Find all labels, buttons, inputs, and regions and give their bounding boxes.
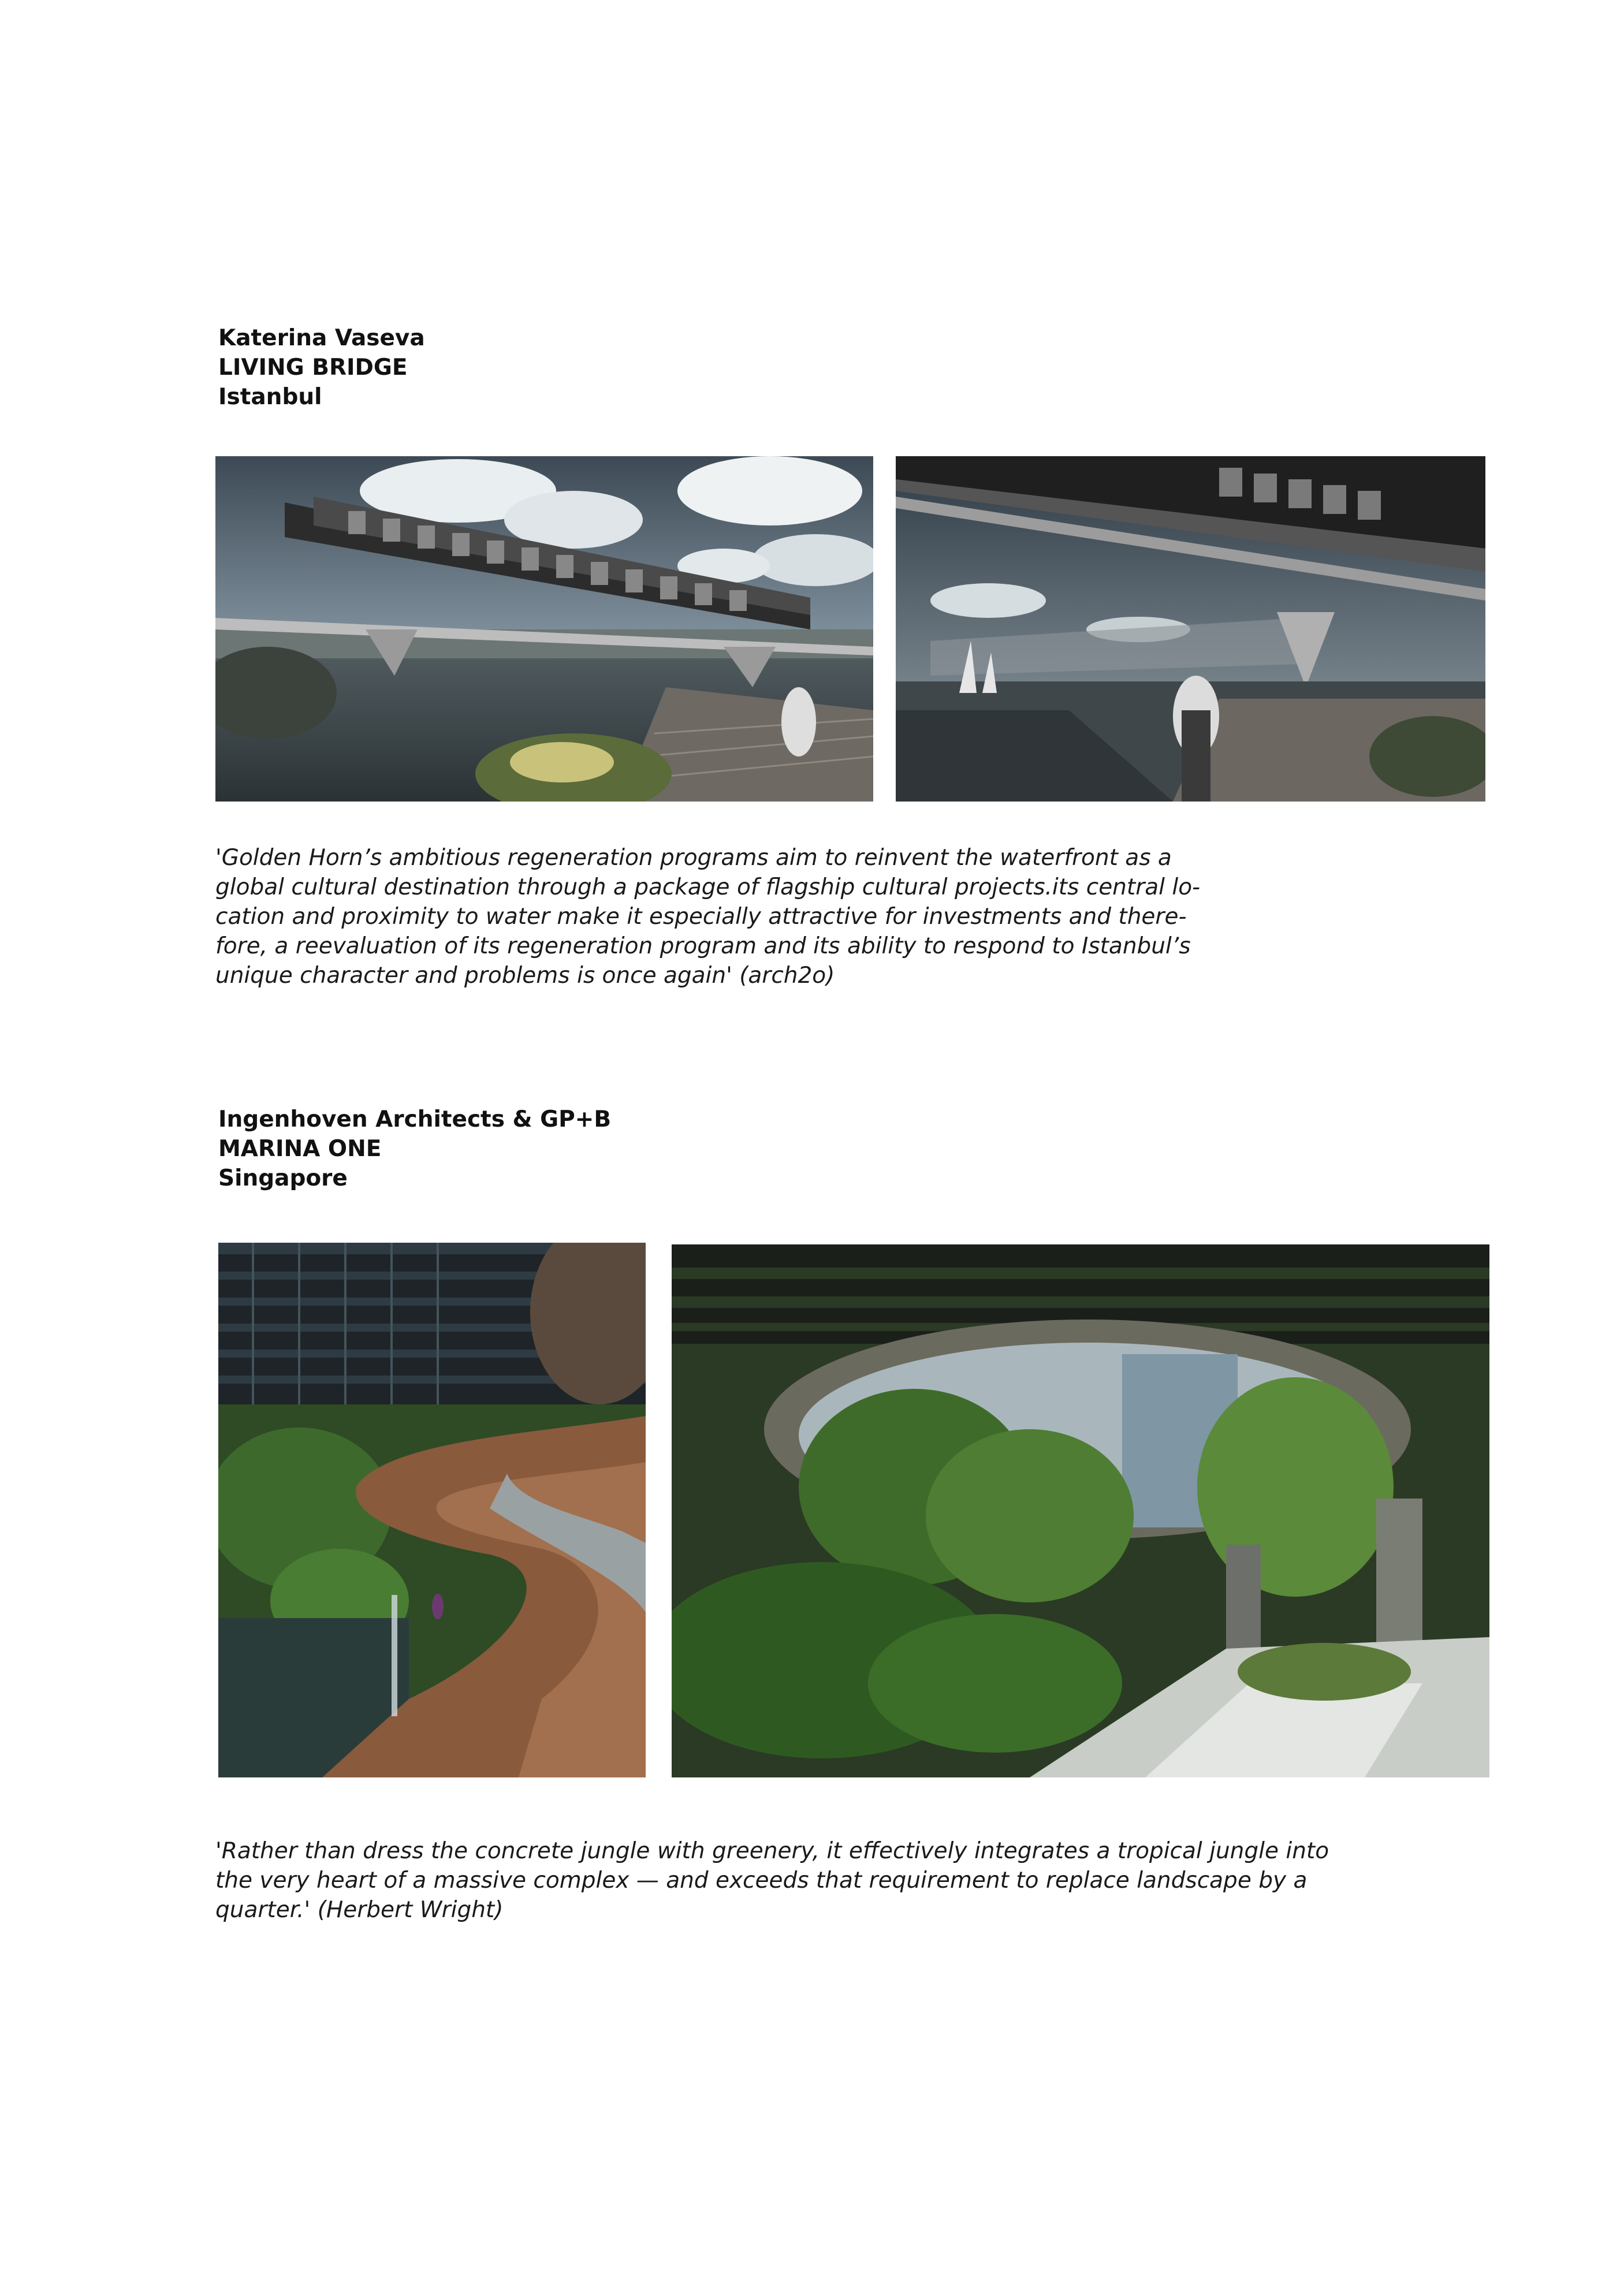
- section2-location: Singapore: [218, 1165, 348, 1191]
- section1-quote-line: cation and proximity to water make it especially attractive for investments and there-: [215, 904, 1187, 930]
- section1-author: Katerina Vaseva: [218, 325, 425, 351]
- section2-heading: [218, 1105, 611, 1193]
- section1-quote-line: global cultural destination through a package of flagship cultural projects.its central lo-: [215, 874, 1201, 900]
- living-bridge-render-right: [896, 456, 1485, 802]
- section2-author: Ingenhoven Architects & GP+B: [218, 1106, 612, 1132]
- section2-quote-line: 'Rather than dress the concrete jungle with greenery, it effectively integrates a tropical jungle into: [215, 1838, 1329, 1864]
- section1-quote-line: fore, a reevaluation of its regeneration program and its ability to respond to Istanbul’s: [215, 933, 1191, 959]
- section1-quote: [215, 843, 1200, 990]
- section2-quote-line: the very heart of a massive complex — and exceeds that requirement to replace landscape by a: [215, 1868, 1308, 1894]
- section1-project: LIVING BRIDGE: [218, 355, 408, 381]
- marina-one-walkway-photo: [218, 1243, 646, 1777]
- section1-quote-line: unique character and problems is once again' (arch2o): [215, 963, 835, 989]
- section1-quote-line: 'Golden Horn’s ambitious regeneration programs aim to reinvent the waterfront as a: [215, 845, 1172, 871]
- section1-location: Istanbul: [218, 384, 322, 410]
- section1-heading: [218, 323, 425, 412]
- section2-quote-line: quarter.' (Herbert Wright): [215, 1897, 504, 1923]
- section2-project: MARINA ONE: [218, 1136, 382, 1162]
- marina-one-courtyard-photo: [672, 1244, 1489, 1777]
- section2-quote: [215, 1836, 1329, 1925]
- living-bridge-render-left: [215, 456, 873, 802]
